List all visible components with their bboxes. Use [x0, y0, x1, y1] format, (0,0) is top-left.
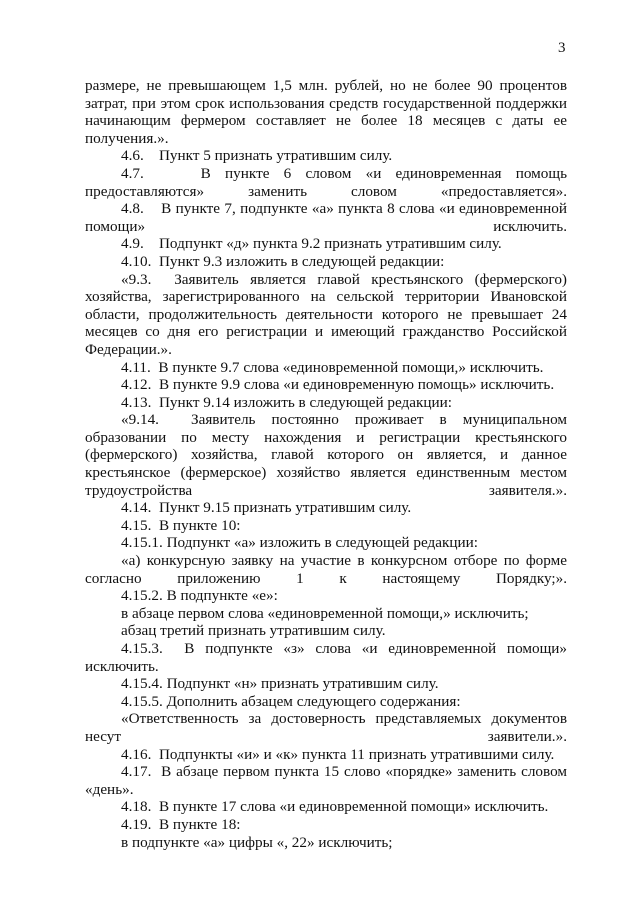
- document-body: [85, 77, 567, 851]
- paragraph: 4.11. В пункте 9.7 слова «единовременной помощи,» исключить.: [121, 358, 544, 376]
- paragraph: 4.7. В пункте 6 словом «и единовременная помощь предоставляются» заменить словом «предоставляется».: [85, 164, 567, 200]
- paragraph: 4.15.4. Подпункт «н» признать утратившим силу.: [121, 675, 439, 693]
- paragraph: в абзаце первом слова «единовременной помощи,» исключить;: [121, 604, 529, 622]
- paragraph: 4.13. Пункт 9.14 изложить в следующей редакции:: [121, 393, 452, 411]
- paragraph: 4.9. Подпункт «д» пункта 9.2 признать утратившим силу.: [121, 235, 502, 253]
- paragraph: в подпункте «а» цифры «, 22» исключить;: [121, 833, 393, 851]
- paragraph: 4.8. В пункте 7, подпункте «а» пункта 8 слова «и единовременной помощи» исключить.: [85, 200, 567, 235]
- paragraph: 4.15.5. Дополнить абзацем следующего содержания:: [121, 692, 461, 710]
- paragraph: размере, не превышающем 1,5 млн. рублей, но не более 90 процентов затрат, при этом срок использования средств государственной поддержки начинающим фермером составляет не более 18 месяцев с даты ее получения.».: [85, 77, 567, 147]
- paragraph: 4.15. В пункте 10:: [121, 516, 241, 534]
- paragraph: 4.10. Пункт 9.3 изложить в следующей редакции:: [121, 252, 445, 270]
- paragraph: 4.19. В пункте 18:: [121, 815, 241, 833]
- paragraph: 4.18. В пункте 17 слова «и единовременной помощи» исключить.: [121, 798, 549, 816]
- paragraph: «9.14. Заявитель постоянно проживает в муниципальном образовании по месту нахождения и регистрации крестьянского (фермерского) хозяйства, главой которого он является, и данное крестьянское (фермерское) хозяйство является единственным местом трудоустройства заявителя.».: [85, 411, 567, 499]
- paragraph: 4.14. Пункт 9.15 признать утратившим силу.: [121, 499, 412, 517]
- paragraph: 4.16. Подпункты «и» и «к» пункта 11 признать утратившими силу.: [121, 745, 555, 763]
- paragraph: 4.6. Пункт 5 признать утратившим силу.: [121, 147, 393, 165]
- paragraph: «а) конкурсную заявку на участие в конкурсном отборе по форме согласно приложению 1 к настоящему Порядку;».: [85, 552, 567, 587]
- paragraph: 4.12. В пункте 9.9 слова «и единовременную помощь» исключить.: [121, 376, 555, 394]
- page-number: 3: [558, 40, 566, 56]
- paragraph: 4.15.3. В подпункте «з» слова «и единовременной помощи» исключить.: [85, 640, 567, 675]
- paragraph: 4.15.2. В подпункте «е»:: [121, 587, 278, 605]
- paragraph: «Ответственность за достоверность представляемых документов несут заявители.».: [85, 710, 567, 745]
- paragraph: 4.15.1. Подпункт «а» изложить в следующей редакции:: [121, 534, 478, 552]
- paragraph: абзац третий признать утратившим силу.: [121, 622, 386, 640]
- paragraph: «9.3. Заявитель является главой крестьянского (фермерского) хозяйства, зарегистрированного на сельской территории Ивановской области, продолжительность деятельности которого не превышает 24 месяцев со дня его регистрации и имеющий гражданство Российской Федерации.».: [85, 270, 567, 358]
- paragraph: 4.17. В абзаце первом пункта 15 слово «порядке» заменить словом «день».: [85, 763, 567, 798]
